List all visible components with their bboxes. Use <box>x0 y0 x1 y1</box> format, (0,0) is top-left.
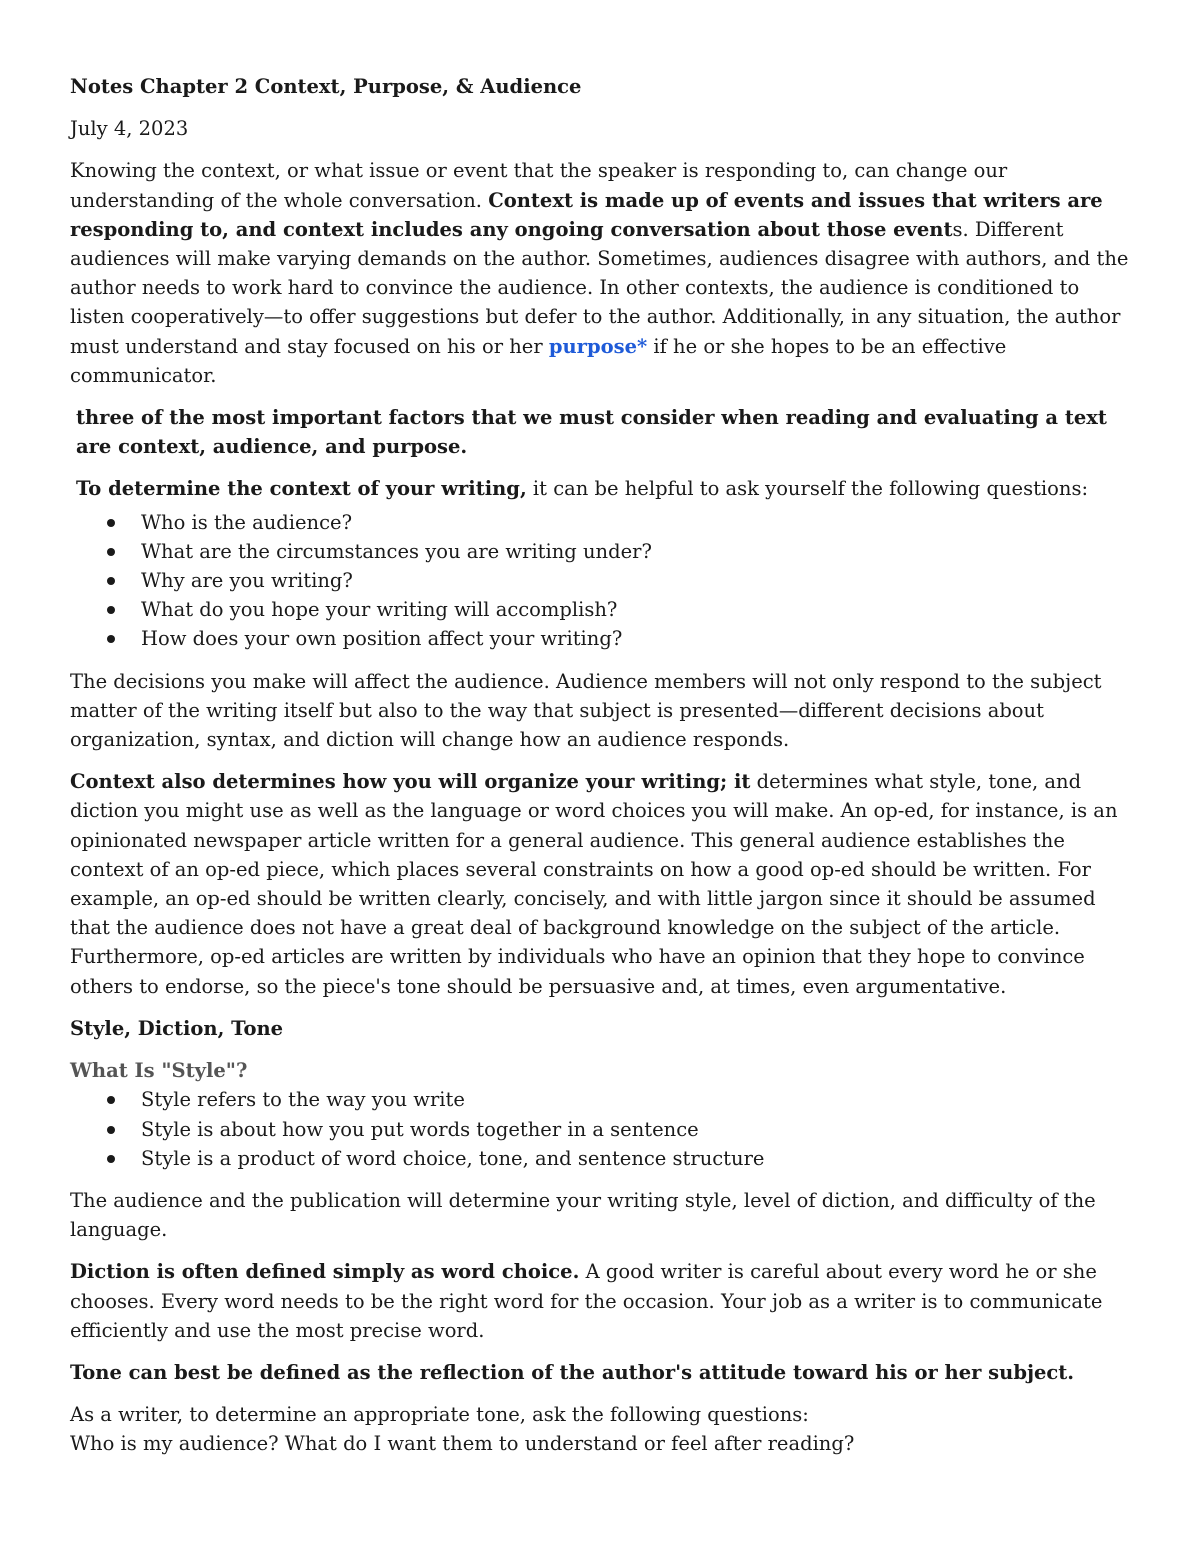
three-factors-statement: three of the most important factors that we must consider when reading and evaluating a text are context, audience, and purpose. <box>76 406 1107 459</box>
list-item-text: Who is the audience? <box>141 510 353 534</box>
determine-context-text: it can be helpful to ask yourself the following questions: <box>526 477 1089 501</box>
list-item-text: Style refers to the way you write <box>141 1088 465 1112</box>
decisions-paragraph: The decisions you make will affect the audience. Audience members will not only respond to the subject matter of the writing itself but also to the way that subject is presented—different decisions about organization, syntax, and diction will change how an audience responds. <box>70 669 1102 752</box>
diction-paragraph <box>70 1257 1130 1345</box>
section-heading: Style, Diction, Tone <box>70 1016 284 1040</box>
intro-paragraph <box>70 156 1130 390</box>
bullet-icon <box>107 635 115 643</box>
list-item-text: Style is about how you put words together in a sentence <box>141 1117 699 1141</box>
list-item <box>70 537 1130 566</box>
organize-paragraph <box>70 767 1130 1001</box>
list-item <box>70 595 1130 624</box>
diction-text: A good writer is careful about every word he or she chooses. Every word needs to be the right word for the occasion. Your job as a writer is to communicate efficiently and use the most precise word. <box>70 1260 1103 1342</box>
list-item-text: What are the circumstances you are writing under? <box>141 539 652 563</box>
list-item <box>70 1144 1130 1173</box>
bullet-icon <box>107 519 115 527</box>
context-questions-list <box>70 508 1130 654</box>
tone-question-followup: Who is my audience? What do I want them to understand or feel after reading? <box>70 1432 855 1456</box>
bullet-icon <box>107 577 115 585</box>
intro-text-1: Knowing the context, or what issue or event that the speaker is responding to, can change our understanding of the whole conversation. <box>70 159 1008 212</box>
bullet-icon <box>107 1126 115 1134</box>
purpose-link[interactable]: purpose* <box>548 334 648 358</box>
style-points-list <box>70 1085 1130 1173</box>
list-item <box>70 1115 1130 1144</box>
bullet-icon <box>107 1096 115 1104</box>
list-item-text: What do you hope your writing will accomplish? <box>141 598 618 622</box>
tone-definition: Tone can best be defined as the reflection of the author's attitude toward his or her subject. <box>70 1360 1075 1384</box>
document-date: July 4, 2023 <box>70 117 189 141</box>
list-item-text: Why are you writing? <box>141 569 353 593</box>
list-item-text: How does your own position affect your writing? <box>141 627 623 651</box>
organize-bold: Context also determines how you will organize your writing; it <box>70 770 751 794</box>
intro-text-3: if he or she hopes to be an effective communicator. <box>70 334 1007 387</box>
determine-context-paragraph <box>70 474 1130 503</box>
organize-text: determines what style, tone, and diction you might use as well as the language or word choices you will make. An op-ed, for instance, is an opinionated newspaper article written for a general audience. This general audience establishes the context of an op-ed piece, which places several constraints on how a good op-ed should be written. For example, an op-ed should be written clearly, concisely, and with little jargon since it should be assumed that the audience does not have a great deal of background knowledge on the subject of the article. Furthermore, op-ed articles are written by individuals who have an opinion that they hope to convince others to endorse, so the piece's tone should be persuasive and, at times, even argumentative. <box>70 770 1118 998</box>
tone-question-intro: As a writer, to determine an appropriate tone, ask the following questions: <box>70 1403 809 1427</box>
bullet-icon <box>107 1155 115 1163</box>
intro-bold-definition: Context is made up of events and issues that writers are responding to, and context includes any ongoing conversation about those event <box>70 188 1103 241</box>
bullet-icon <box>107 606 115 614</box>
list-item <box>70 624 1130 653</box>
document-title: Notes Chapter 2 Context, Purpose, & Audience <box>70 75 582 98</box>
determine-context-bold: To determine the context of your writing, <box>76 477 527 501</box>
list-item <box>70 1085 1130 1114</box>
list-item-text: Style is a product of word choice, tone, and sentence structure <box>141 1146 765 1170</box>
bullet-icon <box>107 548 115 556</box>
list-item <box>70 508 1130 537</box>
diction-bold: Diction is often defined simply as word choice. <box>70 1260 580 1284</box>
list-item <box>70 566 1130 595</box>
intro-text-2: s. Different audiences will make varying demands on the author. Sometimes, audiences disagree with authors, and the author needs to work hard to convince the audience. In other contexts, the audience is conditioned to listen cooperatively—to offer suggestions but defer to the author. Additionally, in any situation, the author must understand and stay focused on his or her <box>70 217 1129 358</box>
style-subheading: What Is "Style"? <box>70 1059 248 1083</box>
audience-publication-paragraph: The audience and the publication will determine your writing style, level of diction, and difficulty of the language. <box>70 1188 1096 1242</box>
